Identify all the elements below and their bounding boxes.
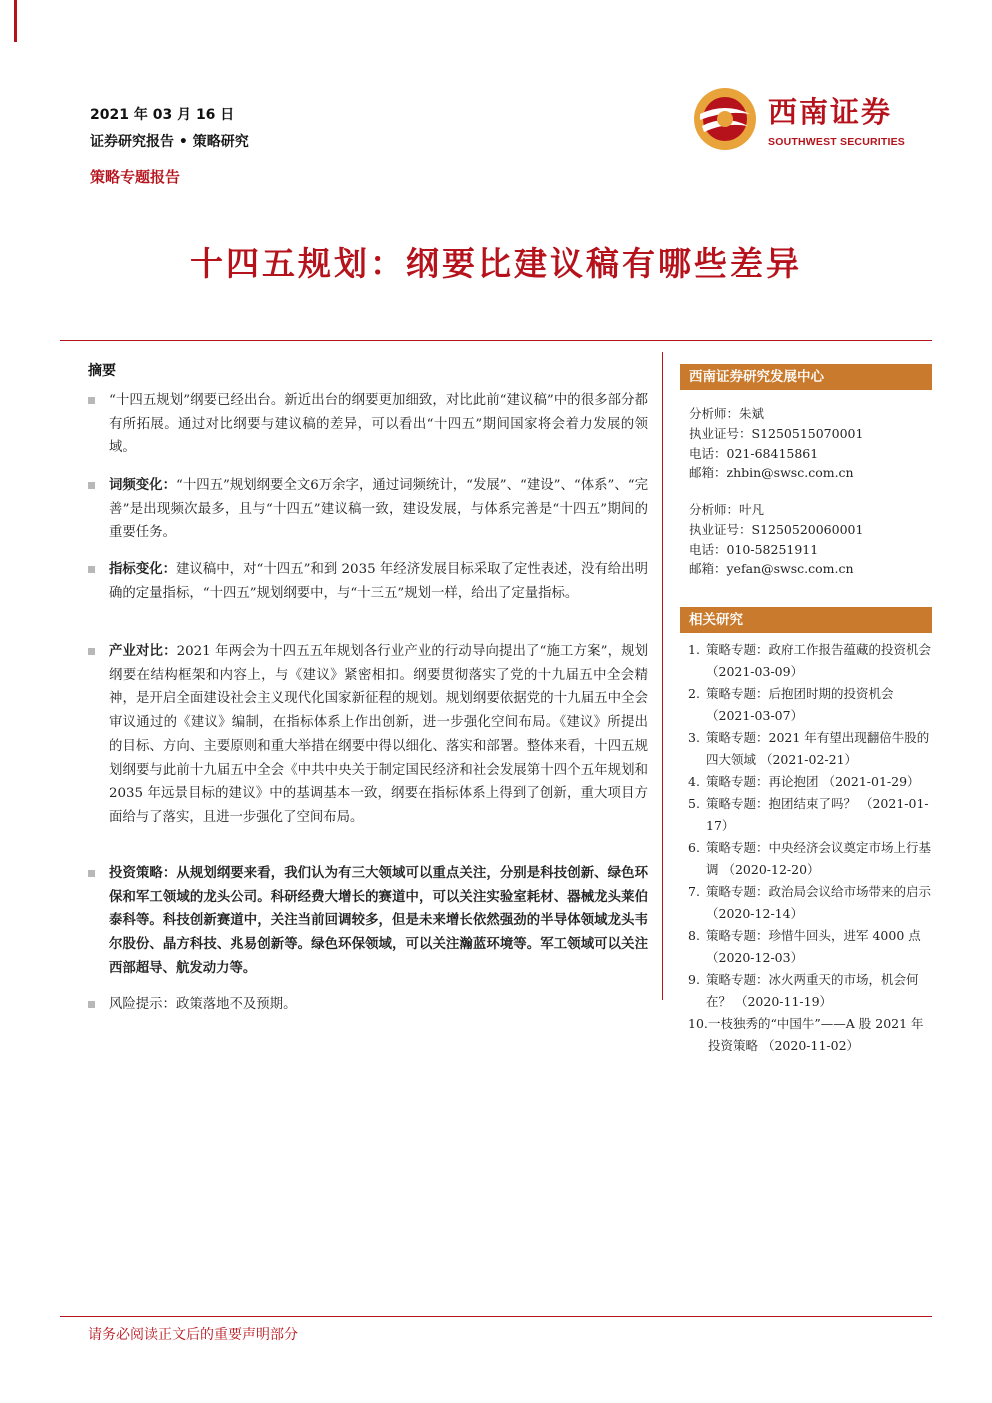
paragraph-text: 建议稿中，对“十四五”和到 2035 年经济发展目标采取了定性表述，没有给出明确的定量指标，“十四五”规划纲要中，与“十三五”规划一样，给出了定量指标。 xyxy=(109,562,649,601)
related-item[interactable]: 4. 策略专题：再论抱团 （2021-01-29） xyxy=(688,774,920,789)
related-title: 相关研究 xyxy=(689,612,743,628)
analyst-email[interactable]: 邮箱：zhbin@swsc.com.cn xyxy=(689,465,854,481)
divider-bottom xyxy=(60,1316,932,1317)
abstract-paragraph-5 xyxy=(88,862,648,981)
abstract-paragraph-1 xyxy=(88,389,648,460)
analyst-phone: 电话：010-58251911 xyxy=(689,541,819,557)
bullet-icon xyxy=(88,870,95,877)
left-red-bar xyxy=(14,0,17,42)
bullet-icon xyxy=(88,648,95,655)
paragraph-text: 风险提示：政策落地不及预期。 xyxy=(109,997,297,1012)
paragraph-text: “十四五”规划纲要全文6万余字，通过词频统计，“发展”、“建设”、“体系”、“完善”是出现频次最多，且与“十四五”建议稿一致，建设发展，与体系完善是“十四五”期间的重要任务。 xyxy=(109,478,648,541)
analyst-name: 分析师：朱斌 xyxy=(689,406,765,421)
related-item[interactable]: 2. 策略专题：后抱团时期的投资机会 （2021-03-07） xyxy=(688,686,894,723)
related-item[interactable]: 7. 策略专题：政治局会议给市场带来的启示 （2020-12-14） xyxy=(688,884,932,921)
report-date: 2021 年 03 月 16 日 xyxy=(90,107,235,123)
analyst-phone: 电话：021-68415861 xyxy=(689,445,819,461)
bullet-icon xyxy=(88,566,95,573)
logo-english: SOUTHWEST SECURITIES xyxy=(768,136,906,148)
analyst-cert: 执业证号：S1250520060001 xyxy=(689,521,864,537)
bullet-icon xyxy=(88,1001,95,1008)
related-item[interactable]: 5. 策略专题：抱团结束了吗？ （2021-01-17） xyxy=(688,796,929,833)
paragraph-text: 投资策略：从规划纲要来看，我们认为有三大领域可以重点关注，分别是科技创新、绿色环保和军工领域的龙头公司。科研经费大增长的赛道中，可以关注实验室耗材、器械龙头莱伯泰科等。科技创新赛道中，关注当前回调较多，但是未来增长依然强劲的半导体领域龙头韦尔股份、晶方科技、兆易创新等。绿色环保领域，可以关注瀚蓝环境等。军工领域可以关注西部超导、航发动力等。 xyxy=(109,865,648,976)
center-title: 西南证券研究发展中心 xyxy=(689,369,824,385)
paragraph-text: “十四五规划”纲要已经出台。新近出台的纲要更加细致，对比此前“建议稿”中的很多部分都有所拓展。通过对比纲要与建议稿的差异，可以看出“十四五”期间国家将会着力发展的领域。 xyxy=(109,393,648,456)
divider-top xyxy=(60,340,932,341)
related-item[interactable]: 1. 策略专题：政府工作报告蕴藏的投资机会 （2021-03-09） xyxy=(688,642,932,679)
analyst-1 xyxy=(689,404,863,483)
report-tag: 策略专题报告 xyxy=(90,168,181,186)
bullet-icon xyxy=(88,397,95,404)
abstract-heading: 摘要 xyxy=(88,363,116,379)
company-logo xyxy=(690,84,930,154)
related-title-bar xyxy=(680,607,932,633)
analyst-email[interactable]: 邮箱：yefan@swsc.com.cn xyxy=(689,561,854,577)
paragraph-text: 2021 年两会为十四五五年规划各行业产业的行动导向提出了“施工方案”，规划纲要在结构框架和内容上，与《建议》紧密相扣。纲要贯彻落实了党的十九届五中全会精神，是开启全面建设社会主义现代化国家新征程的规划。规划纲要依据党的十九届五中全会审议通过的《建议》编制，在指标体系上作出创新，进一步强化空间布局。《建议》所提出的目标、方向、主要原则和重大举措在纲要中得以细化、落实和部署。整体来看，十四五规划纲要与此前十九届五中全会《中共中央关于制定国民经济和社会发展第十四个五年规划和2035 年远景目标的建议》中的基调基本一致，纲要在指标体系上得到了创新，重大项目方面给与了落实，且进一步强化了空间布局。 xyxy=(109,644,649,825)
report-type: 证券研究报告 • 策略研究 xyxy=(90,134,249,150)
related-item[interactable]: 6. 策略专题：中央经济会议奠定市场上行基调 （2020-12-20） xyxy=(688,840,932,877)
paragraph-label: 指标变化： xyxy=(109,561,177,577)
footer-disclaimer: 请务必阅读正文后的重要声明部分 xyxy=(88,1327,298,1343)
related-list xyxy=(688,639,936,1057)
analyst-name: 分析师：叶凡 xyxy=(689,502,765,517)
related-item[interactable]: 9. 策略专题：冰火两重天的市场，机会何在？ （2020-11-19） xyxy=(688,972,919,1009)
paragraph-label: 产业对比： xyxy=(109,643,177,659)
logo-name: 西南证券 xyxy=(768,95,893,129)
analyst-2 xyxy=(689,500,863,579)
related-item[interactable]: 10. 一枝独秀的“中国牛”——A 股 2021 年投资策略 （2020-11-02） xyxy=(688,1016,924,1053)
center-title-bar xyxy=(680,364,932,390)
analyst-cert: 执业证号：S1250515070001 xyxy=(689,425,864,441)
related-item[interactable]: 3. 策略专题：2021 年有望出现翻倍牛股的四大领域 （2021-02-21） xyxy=(688,730,930,767)
bullet-icon xyxy=(88,482,95,489)
abstract-paragraph-3 xyxy=(88,558,648,605)
related-item[interactable]: 8. 策略专题：珍惜牛回头，进军 4000 点 （2020-12-03） xyxy=(688,928,921,965)
column-divider xyxy=(662,352,663,1000)
abstract-paragraph-4 xyxy=(88,640,648,830)
paragraph-label: 词频变化： xyxy=(109,477,176,493)
abstract-paragraph-2 xyxy=(88,474,648,545)
abstract-paragraph-6 xyxy=(88,993,648,1017)
page-title: 十四五规划：纲要比建议稿有哪些差异 xyxy=(190,244,802,283)
logo-emblem-icon xyxy=(690,84,760,154)
